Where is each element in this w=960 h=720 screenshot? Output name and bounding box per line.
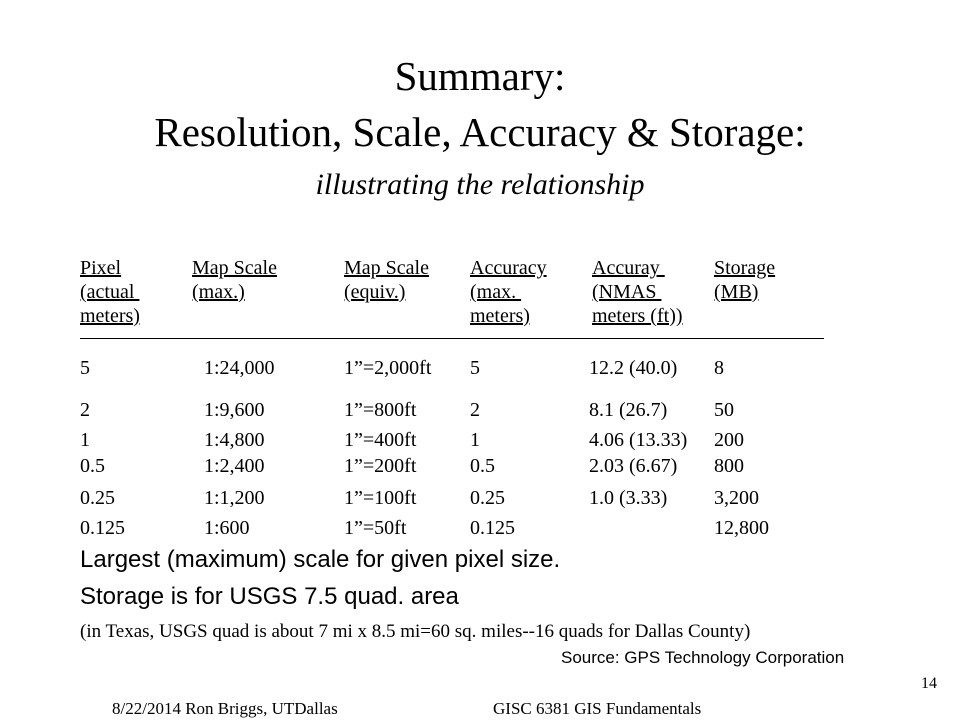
cell-accuracy-max: 0.25: [470, 487, 505, 509]
table-row: [0, 355, 960, 381]
cell-pixel: 5: [80, 357, 90, 379]
cell-storage: 800: [714, 455, 744, 477]
slide-number: 14: [921, 675, 937, 692]
slide-subtitle: illustrating the relationship: [315, 168, 645, 201]
cell-storage: 3,200: [714, 487, 759, 509]
column-header-map-scale-equiv: Map Scale (equiv.): [344, 257, 429, 303]
cell-storage: 200: [714, 429, 744, 451]
cell-map-scale-equiv: 1”=400ft: [344, 429, 417, 451]
note-texas-quad: (in Texas, USGS quad is about 7 mi x 8.5 mi=60 sq. miles--16 quads for Dallas County): [80, 621, 751, 642]
cell-accuracy-nmas: 2.03 (6.67): [589, 455, 678, 477]
cell-storage: 12,800: [714, 517, 769, 539]
cell-pixel: 1: [80, 429, 90, 451]
footer-course: GISC 6381 GIS Fundamentals: [493, 699, 702, 718]
cell-map-scale-equiv: 1”=50ft: [344, 517, 407, 539]
slide-title-line1: Summary:: [394, 53, 566, 99]
cell-pixel: 0.25: [80, 487, 115, 509]
cell-accuracy-nmas: 8.1 (26.7): [589, 399, 668, 421]
column-header-pixel: Pixel (actual meters): [80, 257, 140, 327]
table-row: [0, 453, 960, 479]
cell-storage: 50: [714, 399, 734, 421]
column-header-accuracy-nmas: Accuray (NMAS meters (ft)): [592, 257, 683, 327]
cell-map-scale-max: 1:2,400: [204, 455, 265, 477]
cell-pixel: 0.5: [80, 455, 105, 477]
cell-map-scale-equiv: 1”=100ft: [344, 487, 417, 509]
cell-accuracy-max: 1: [470, 429, 480, 451]
cell-accuracy-nmas: 12.2 (40.0): [589, 357, 678, 379]
note-storage-area: Storage is for USGS 7.5 quad. area: [80, 583, 459, 610]
cell-map-scale-max: 1:4,800: [204, 429, 265, 451]
source-credit: Source: GPS Technology Corporation: [561, 648, 845, 667]
cell-accuracy-max: 2: [470, 399, 480, 421]
cell-map-scale-equiv: 1”=800ft: [344, 399, 417, 421]
table-row: [0, 427, 960, 453]
table-header-divider: [80, 338, 824, 339]
cell-accuracy-nmas: 1.0 (3.33): [589, 487, 668, 509]
table-row: [0, 515, 960, 541]
cell-map-scale-max: 1:1,200: [204, 487, 265, 509]
column-header-map-scale-max: Map Scale (max.): [192, 257, 277, 303]
table-row: [0, 485, 960, 511]
cell-accuracy-max: 5: [470, 357, 480, 379]
cell-map-scale-equiv: 1”=200ft: [344, 455, 417, 477]
cell-accuracy-max: 0.5: [470, 455, 495, 477]
cell-map-scale-max: 1:600: [204, 517, 250, 539]
cell-accuracy-max: 0.125: [470, 517, 515, 539]
cell-map-scale-max: 1:9,600: [204, 399, 265, 421]
cell-map-scale-max: 1:24,000: [204, 357, 275, 379]
cell-pixel: 2: [80, 399, 90, 421]
cell-pixel: 0.125: [80, 517, 125, 539]
cell-storage: 8: [714, 357, 724, 379]
cell-accuracy-nmas: 4.06 (13.33): [589, 429, 688, 451]
column-header-accuracy-max: Accuracy (max. meters): [470, 257, 547, 327]
slide-title-line2: Resolution, Scale, Accuracy & Storage:: [154, 109, 806, 155]
footer-date-author: 8/22/2014 Ron Briggs, UTDallas: [112, 699, 338, 718]
table-row: [0, 397, 960, 423]
column-header-storage: Storage (MB): [714, 257, 776, 303]
cell-map-scale-equiv: 1”=2,000ft: [344, 357, 432, 379]
note-largest-scale: Largest (maximum) scale for given pixel size.: [80, 546, 561, 573]
